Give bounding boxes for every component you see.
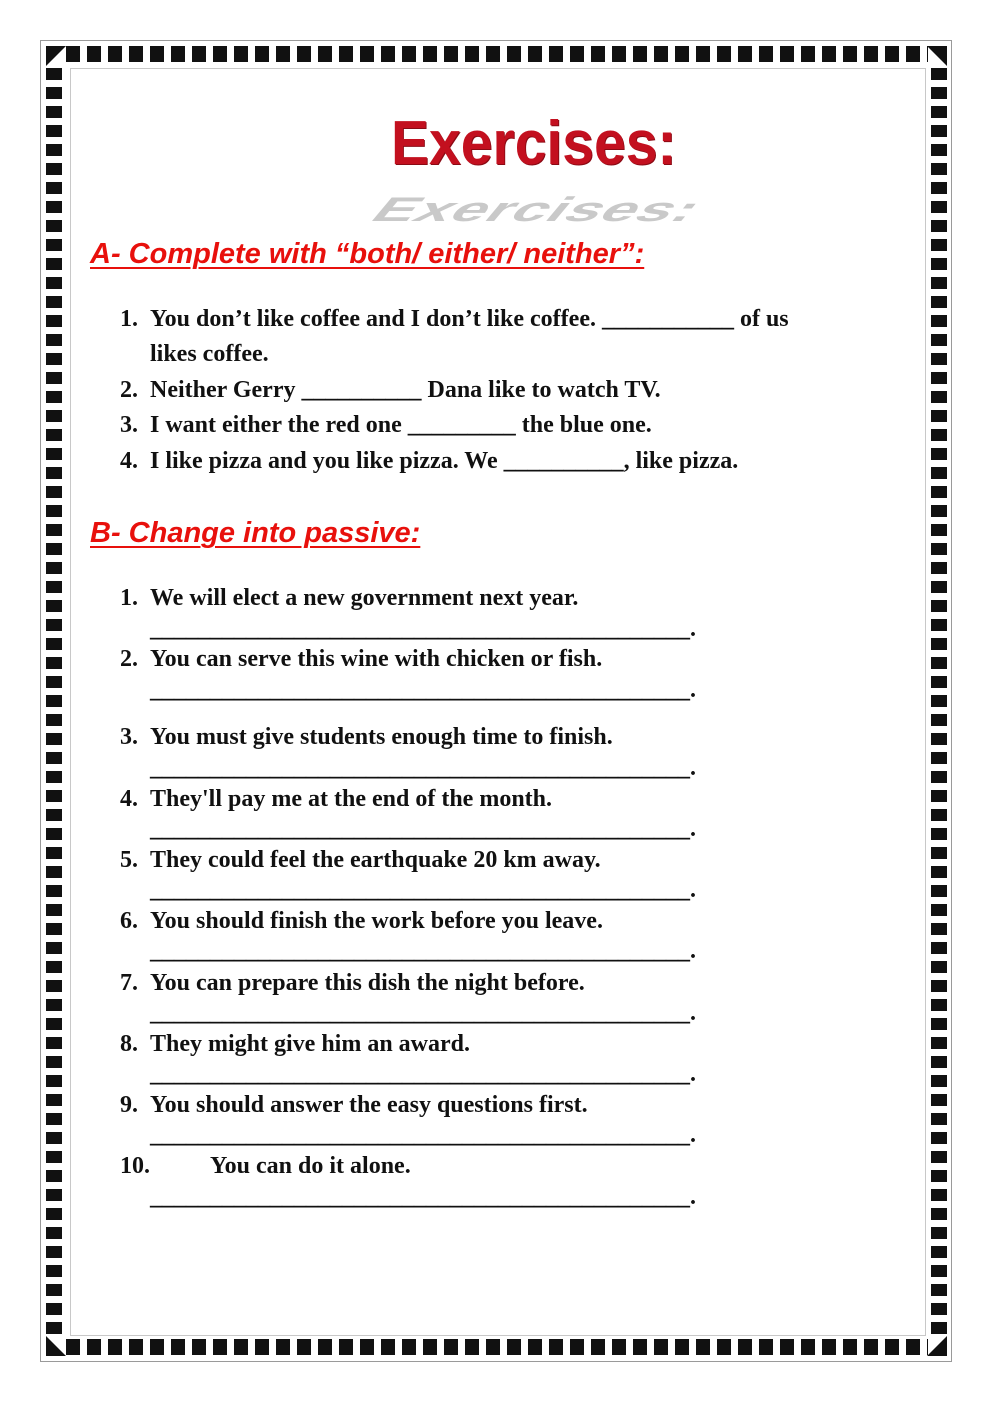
item-number: 3.	[120, 724, 138, 750]
section-b-heading: B- Change into passive:	[90, 517, 421, 549]
section-b-item	[120, 906, 603, 936]
section-b-item	[120, 722, 613, 752]
item-text: You should finish the work before you leave.	[150, 908, 603, 934]
item-number: 4.	[120, 786, 138, 812]
item-text: You can do it alone.	[210, 1153, 411, 1179]
item-number: 7.	[120, 970, 138, 996]
section-a-item	[120, 304, 789, 334]
item-number: 2.	[120, 646, 138, 672]
section-a-item	[120, 446, 738, 476]
item-number: 1.	[120, 306, 138, 332]
item-text: They could feel the earthquake 20 km away.	[150, 847, 601, 873]
item-number: 10.	[120, 1153, 150, 1179]
item-number: 8.	[120, 1031, 138, 1057]
answer-blank: _____________________________________________.	[150, 616, 696, 642]
item-text: We will elect a new government next year.	[150, 585, 579, 611]
item-number: 9.	[120, 1092, 138, 1118]
section-a-item	[120, 410, 652, 440]
border-strip-left	[46, 68, 62, 1336]
item-text: You can serve this wine with chicken or fish.	[150, 646, 603, 672]
item-text: You should answer the easy questions first.	[150, 1092, 588, 1118]
page-title: Exercises:	[391, 109, 677, 178]
section-b-item	[120, 845, 601, 875]
border-strip-top	[66, 46, 928, 62]
answer-blank: _____________________________________________.	[150, 755, 696, 781]
section-b-item	[120, 644, 602, 674]
item-number: 1.	[120, 585, 138, 611]
item-text: You don’t like coffee and I don’t like coffee. ___________ of us	[150, 306, 789, 332]
border-strip-bottom	[66, 1339, 928, 1355]
answer-blank: _____________________________________________.	[150, 1184, 696, 1210]
section-b-item	[120, 583, 578, 613]
answer-blank: _____________________________________________.	[150, 877, 696, 903]
answer-blank: _____________________________________________.	[150, 1061, 696, 1087]
border-corner-top-right	[927, 46, 947, 66]
item-text: They'll pay me at the end of the month.	[150, 786, 552, 812]
answer-blank: _____________________________________________.	[150, 816, 696, 842]
item-number: 2.	[120, 377, 138, 403]
answer-blank: _____________________________________________.	[150, 1000, 696, 1026]
item-text: You can prepare this dish the night before.	[150, 970, 585, 996]
answer-blank: _____________________________________________.	[150, 677, 696, 703]
item-number: 4.	[120, 448, 138, 474]
section-a-heading: A- Complete with “both/ either/ neither”:	[90, 238, 645, 270]
item-text: You must give students enough time to finish.	[150, 724, 613, 750]
item-text: I want either the red one _________ the blue one.	[150, 412, 652, 438]
answer-blank: _____________________________________________.	[150, 938, 696, 964]
section-a-item-continuation: likes coffee.	[150, 341, 269, 367]
section-a-item	[120, 375, 661, 405]
title-shadow: Exercises:	[361, 190, 714, 229]
item-number: 5.	[120, 847, 138, 873]
item-text: Neither Gerry __________ Dana like to watch TV.	[150, 377, 661, 403]
item-text: I like pizza and you like pizza. We __________, like pizza.	[150, 448, 739, 474]
section-b-item	[120, 1090, 588, 1120]
section-b-item	[120, 1151, 411, 1181]
section-b-item	[120, 968, 585, 998]
border-corner-top-left	[46, 46, 66, 66]
item-number: 3.	[120, 412, 138, 438]
title-wordart	[355, 108, 714, 229]
border-strip-right	[931, 68, 947, 1336]
item-number: 6.	[120, 908, 138, 934]
border-corner-bottom-left	[46, 1336, 66, 1356]
section-b-item	[120, 784, 552, 814]
border-corner-bottom-right	[927, 1336, 947, 1356]
answer-blank: _____________________________________________.	[150, 1122, 696, 1148]
section-b-item	[120, 1029, 470, 1059]
item-text: They might give him an award.	[150, 1031, 471, 1057]
